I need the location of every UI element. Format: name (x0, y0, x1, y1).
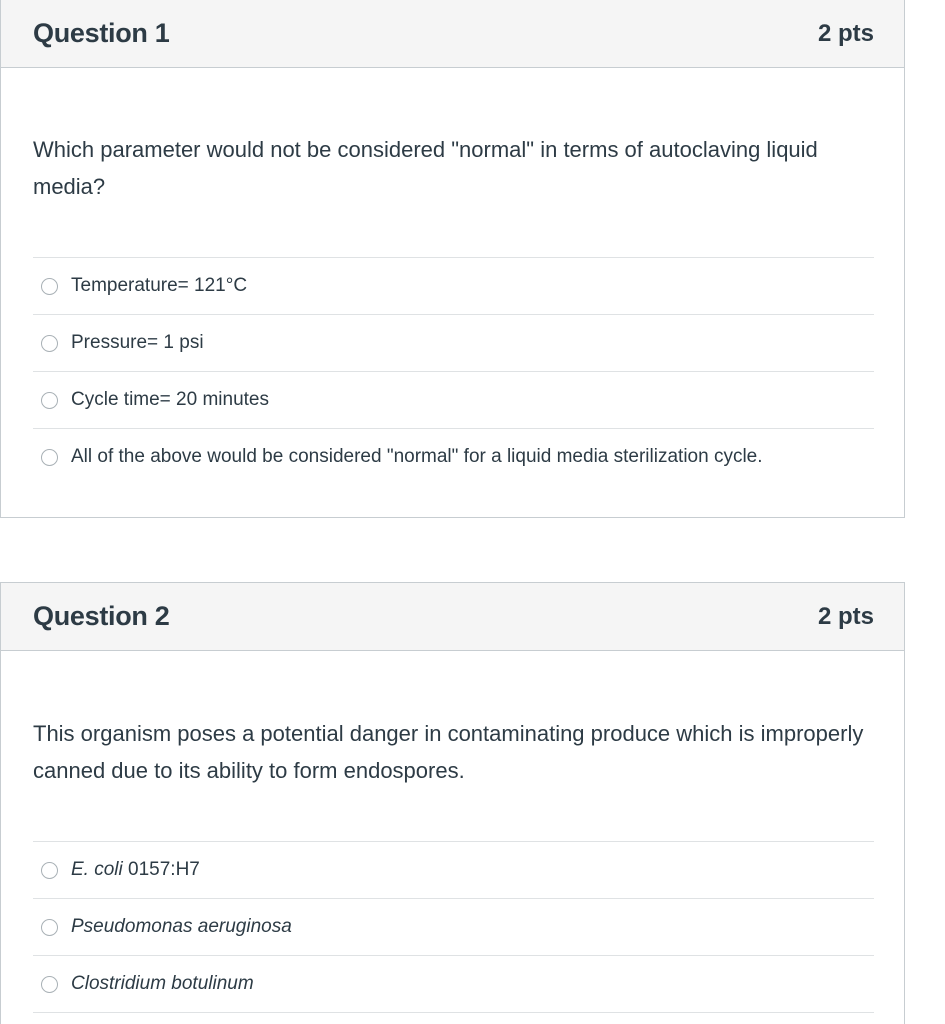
question-2-points: 2 pts (817, 603, 874, 630)
question-1-answers (33, 257, 874, 485)
question-2-title: Question 2 (33, 601, 170, 631)
answer-label (71, 859, 200, 881)
question-2-card (0, 582, 905, 1024)
radio-button[interactable] (41, 278, 58, 295)
radio-button[interactable] (41, 919, 58, 936)
answer-label: Cycle time= 20 minutes (71, 389, 269, 410)
question-1-header (1, 0, 904, 68)
question-1-card (0, 0, 905, 518)
question-1-title: Question 1 (33, 18, 170, 48)
answer-label: Pressure= 1 psi (71, 332, 204, 353)
radio-button[interactable] (41, 976, 58, 993)
question-1-text: Which parameter would not be considered "normal" in terms of autoclaving liquid media? (33, 137, 818, 199)
answer-label: Clostridium botulinum (71, 973, 254, 994)
question-2-header (1, 583, 904, 651)
radio-button[interactable] (41, 335, 58, 352)
question-2-text: This organism poses a potential danger in contaminating produce which is improperly canned due to its ability to form endospores. (33, 721, 864, 783)
answer-label: All of the above would be considered "normal" for a liquid media sterilization cycle. (71, 446, 763, 467)
answer-label-italic: E. coli (71, 859, 123, 880)
answer-option[interactable] (33, 257, 874, 314)
answer-option[interactable] (33, 371, 874, 428)
answer-option[interactable] (33, 1012, 874, 1024)
question-2-answers (33, 841, 874, 1024)
radio-button[interactable] (41, 449, 58, 466)
answer-label-rest: 0157:H7 (122, 859, 200, 880)
question-2-body (33, 715, 874, 789)
answer-option[interactable] (33, 841, 874, 898)
question-1-points: 2 pts (817, 20, 874, 47)
radio-button[interactable] (41, 392, 58, 409)
radio-button[interactable] (41, 862, 58, 879)
answer-option[interactable] (33, 428, 874, 485)
question-1-body (33, 131, 874, 205)
answer-option[interactable] (33, 955, 874, 1012)
answer-option[interactable] (33, 314, 874, 371)
answer-label: Temperature= 121°C (71, 275, 248, 296)
answer-option[interactable] (33, 898, 874, 955)
answer-label: Pseudomonas aeruginosa (71, 916, 292, 937)
